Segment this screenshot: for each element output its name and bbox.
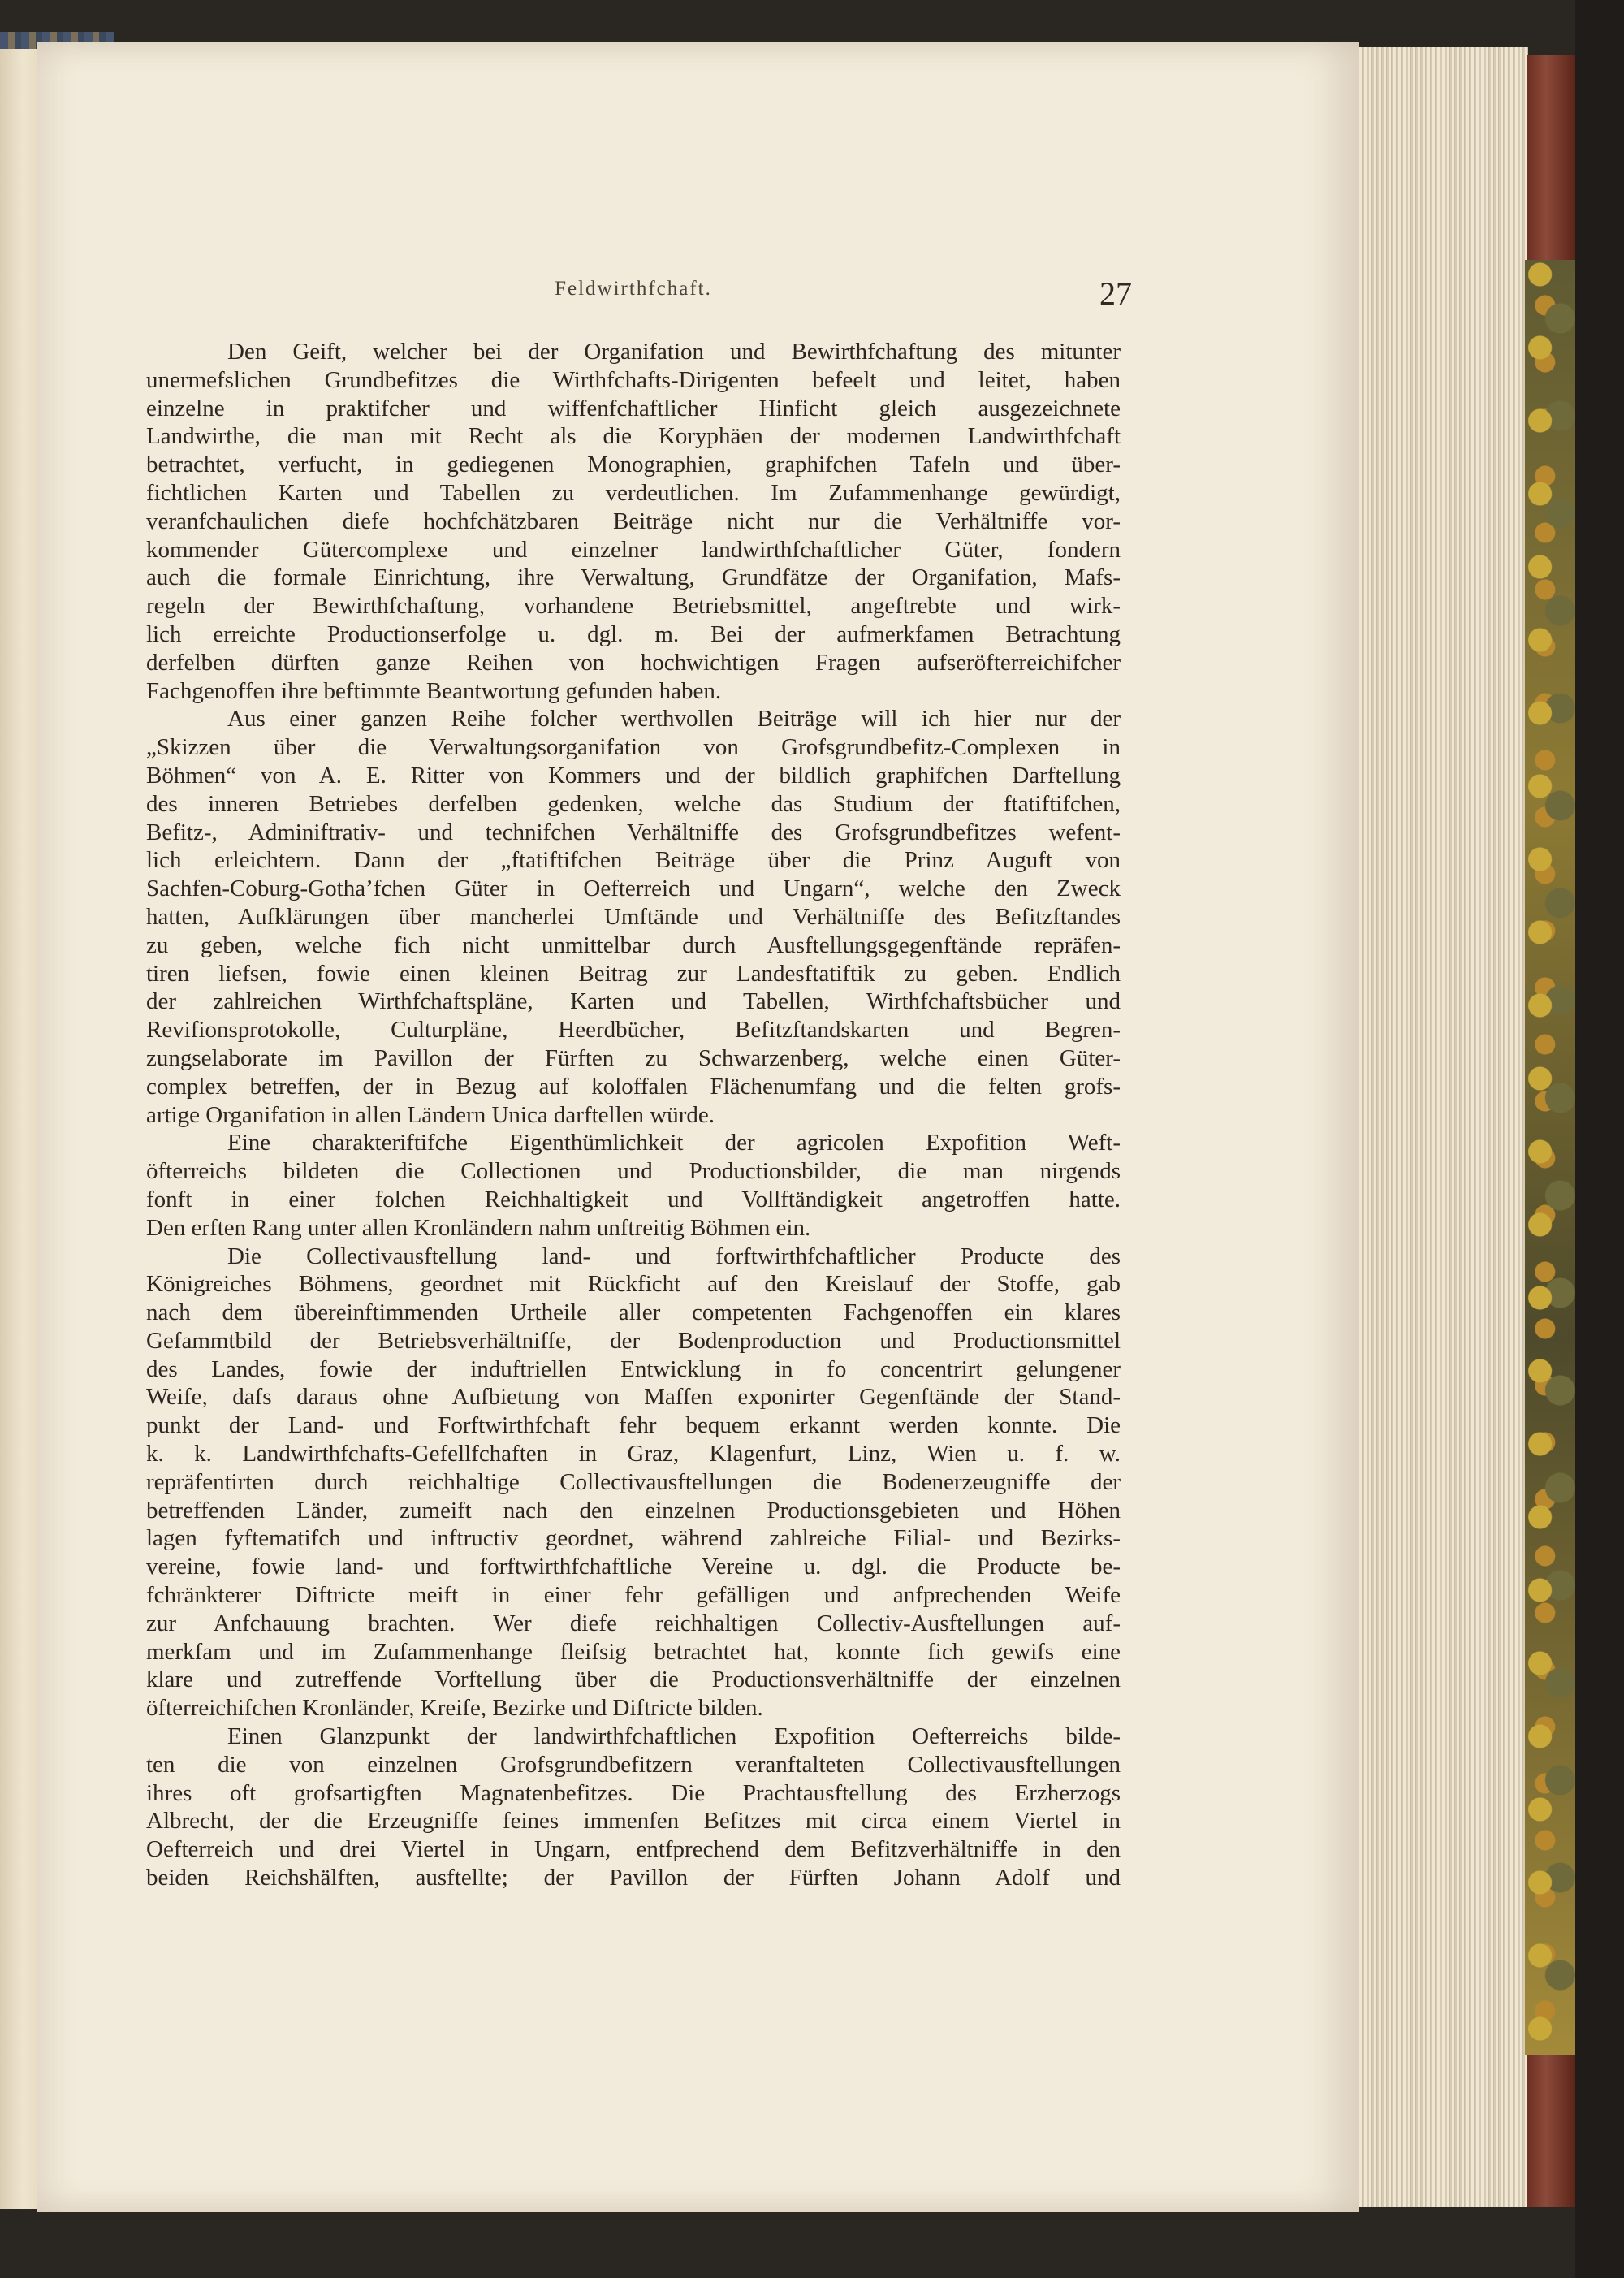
text-line: betreffenden Länder, zumeift nach den einzelnen Productionsgebieten und Höhen — [146, 1497, 1121, 1524]
text-line: fchränkterer Diftricte meift in einer fehr gefälligen und anfprechenden Weife — [146, 1582, 1121, 1609]
text-line: Den Geift, welcher bei der Organifation und Bewirthfchaftung des mitunter — [227, 339, 1121, 365]
text-line: ten die von einzelnen Grofsgrundbefitzern veranftalteten Collectivausftellungen — [146, 1751, 1121, 1778]
running-head: Feldwirthfchaft. — [555, 278, 712, 300]
text-line: derfelben dürften ganze Reihen von hochwichtigen Fragen aufseröfterreichifcher — [146, 649, 1121, 676]
text-line: Königreiches Böhmens, geordnet mit Rückficht auf den Kreislauf der Stoffe, gab — [146, 1271, 1121, 1298]
text-line: einzelne in praktifcher und wiffenfchaftlicher Hinficht gleich ausgezeichnete — [146, 395, 1121, 421]
text-line: der zahlreichen Wirthfchaftspläne, Karten und Tabellen, Wirthfchaftsbücher und — [146, 988, 1121, 1015]
text-line: kommender Gütercomplexe und einzelner landwirthfchaftlicher Güter, fondern — [146, 536, 1121, 563]
paragraph — [146, 705, 1121, 1129]
paragraph — [146, 1723, 1121, 1892]
text-line: Revifionsprotokolle, Culturpläne, Heerdbücher, Befitzftandskarten und Begren- — [146, 1017, 1121, 1044]
text-line: hatten, Aufklärungen über mancherlei Umftände und Verhältniffe des Befitzftandes — [146, 903, 1121, 930]
text-line: Oefterreich und drei Viertel in Ungarn, entfprechend dem Befitzverhältniffe in den — [146, 1836, 1121, 1863]
text-line: des inneren Betriebes derfelben gedenken, welche das Studium der ftatiftifchen, — [146, 790, 1121, 817]
text-line: zu geben, welche fich nicht unmittelbar durch Ausftellungsgegenftände repräfen- — [146, 932, 1121, 958]
paragraph — [146, 1243, 1121, 1723]
text-line: Fachgenoffen ihre beftimmte Beantwortung gefunden haben. — [146, 677, 722, 704]
text-line: Weife, dafs daraus ohne Aufbietung von Maffen exponirter Gegenftände der Stand- — [146, 1384, 1121, 1411]
text-line: auch die formale Einrichtung, ihre Verwaltung, Grundfätze der Organifation, Mafs- — [146, 564, 1121, 591]
text-line: veranfchaulichen diefe hochfchätzbaren Beiträge nicht nur die Verhältniffe vor- — [146, 508, 1121, 534]
text-line: Aus einer ganzen Reihe folcher werthvollen Beiträge will ich hier nur der — [227, 706, 1121, 733]
text-line: vereine, fowie land- und forftwirthfchaftliche Vereine u. dgl. die Producte be- — [146, 1554, 1121, 1580]
text-line: nach dem übereinftimmenden Urtheile aller competenten Fachgenoffen ein klares — [146, 1299, 1121, 1326]
text-line: klare und zutreffende Vorftellung über die Productionsverhältniffe der einzelnen — [146, 1666, 1121, 1693]
text-line: regeln der Bewirthfchaftung, vorhandene Betriebsmittel, angeftrebte und wirk- — [146, 593, 1121, 620]
book-background — [1575, 0, 1624, 2278]
text-line: complex betreffen, der in Bezug auf koloffalen Flächenumfang und die felten grofs- — [146, 1073, 1121, 1100]
text-line: punkt der Land- und Forftwirthfchaft fehr bequem erkannt werden konnte. Die — [146, 1412, 1121, 1439]
text-line: beiden Reichshälften, ausftellte; der Pavillon der Fürften Johann Adolf und — [146, 1865, 1121, 1891]
text-line: Befitz-, Adminiftrativ- und technifchen Verhältniffe des Grofsgrundbefitzes wefent- — [146, 819, 1121, 845]
text-line: fonft in einer folchen Reichhaltigkeit und Vollftändigkeit angetroffen hatte. — [146, 1186, 1121, 1212]
text-line: lagen fyftematifch und inftructiv geordnet, während zahlreiche Filial- und Bezirks- — [146, 1525, 1121, 1552]
text-line: lich erreichte Productionserfolge u. dgl. m. Bei der aufmerkfamen Betrachtung — [146, 620, 1121, 647]
paragraph — [146, 338, 1121, 705]
text-line: Den erften Rang unter allen Kronländern nahm unftreitig Böhmen ein. — [146, 1214, 811, 1241]
page-block-edge — [1358, 47, 1528, 2207]
text-line: tiren liefsen, fowie einen kleinen Beitrag zur Landesftatiftik zu geben. Endlich — [146, 960, 1121, 987]
text-line: Albrecht, der die Erzeugniffe feines immenfen Befitzes mit circa einem Viertel in — [146, 1808, 1121, 1835]
text-line: „Skizzen über die Verwaltungsorganifation von Grofsgrundbefitz-Complexen in — [146, 734, 1121, 761]
text-line: Die Collectivausftellung land- und forftwirthfchaftlicher Producte des — [227, 1243, 1121, 1269]
paragraph — [146, 1129, 1121, 1242]
text-line: unermefslichen Grundbefitzes die Wirthfchafts-Dirigenten befeelt und leitet, haben — [146, 366, 1121, 393]
text-line: merkfam und im Zufammenhange fleifsig betrachtet hat, konnte fich gewifs eine — [146, 1638, 1121, 1665]
text-line: Böhmen“ von A. E. Ritter von Kommers und der bildlich graphifchen Darftellung — [146, 762, 1121, 789]
text-line: repräfentirten durch reichhaltige Collectivausftellungen die Bodenerzeugniffe der — [146, 1468, 1121, 1495]
text-line: öfterreichs bildeten die Collectionen und Productionsbilder, die man nirgends — [146, 1158, 1121, 1185]
text-line: ihres oft grofsartigften Magnatenbefitzes. Die Prachtausftellung des Erzherzogs — [146, 1779, 1121, 1806]
text-line: zur Anfchauung brachten. Wer diefe reichhaltigen Collectiv-Ausftellungen auf- — [146, 1610, 1121, 1636]
text-line: k. k. Landwirthfchafts-Gefellfchaften in Graz, Klagenfurt, Linz, Wien u. f. w. — [146, 1441, 1121, 1468]
text-line: Gefammtbild der Betriebsverhältniffe, der Bodenproduction und Productionsmittel — [146, 1327, 1121, 1354]
text-line: artige Organifation in allen Ländern Unica darftellen würde. — [146, 1101, 715, 1128]
text-line: zungselaborate im Pavillon der Fürften zu Schwarzenberg, welche einen Güter- — [146, 1044, 1121, 1071]
text-line: des Landes, fowie der induftriellen Entwicklung in fo concentrirt gelungener — [146, 1355, 1121, 1382]
marbled-cover-pattern — [1525, 260, 1575, 2055]
text-line: lich erleichtern. Dann der „ftatiftifchen Beiträge über die Prinz Auguft von — [146, 847, 1121, 874]
text-line: Einen Glanzpunkt der landwirthfchaftlichen Expofition Oefterreichs bilde- — [227, 1723, 1121, 1750]
page-number: 27 — [1099, 275, 1132, 312]
text-line: betrachtet, verfucht, in gediegenen Monographien, graphifchen Tafeln und über- — [146, 452, 1121, 478]
text-line: Landwirthe, die man mit Recht als die Koryphäen der modernen Landwirthfchaft — [146, 423, 1121, 450]
left-page-edge — [0, 49, 39, 2209]
body-text — [146, 338, 1121, 1892]
text-line: öfterreichifchen Kronländer, Kreife, Bezirke und Diftricte bilden. — [146, 1695, 763, 1722]
text-line: Sachfen-Coburg-Gotha’fchen Güter in Oefterreich und Ungarn“, welche den Zweck — [146, 875, 1121, 902]
text-line: Eine charakteriftifche Eigenthümlichkeit der agricolen Expofition Weft- — [227, 1130, 1121, 1156]
text-line: fichtlichen Karten und Tabellen zu verdeutlichen. Im Zufammenhange gewürdigt, — [146, 479, 1121, 506]
